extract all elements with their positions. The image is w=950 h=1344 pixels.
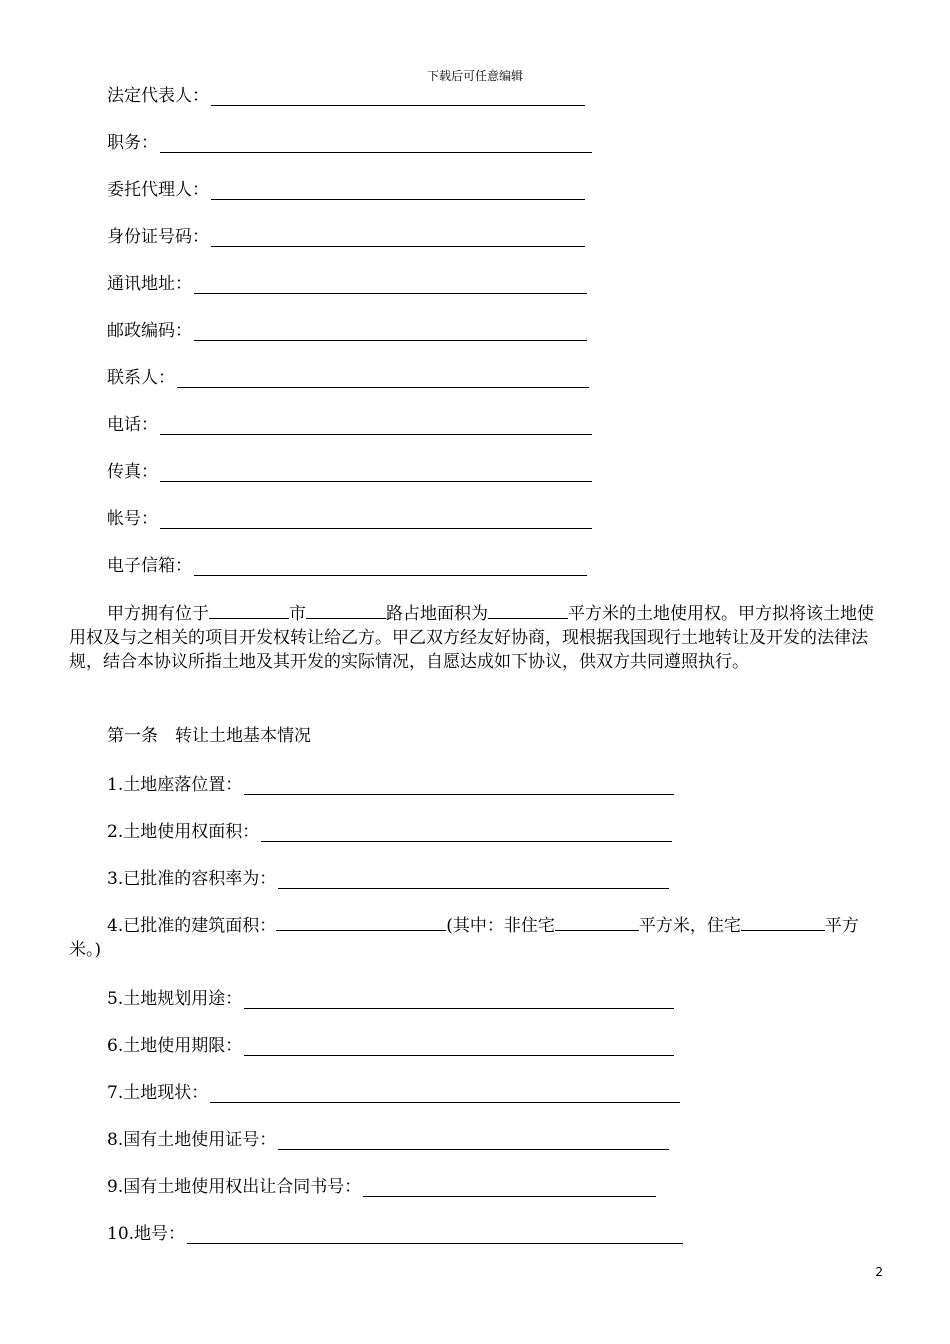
fill-line[interactable] [261,823,672,842]
field-fax [107,458,592,482]
fill-line[interactable] [160,134,592,153]
field-position [107,129,592,153]
field-email [107,552,587,576]
fill-line[interactable] [210,1084,680,1103]
field-certificate-number [107,1126,669,1150]
item4-text-c: 平方米，住宅 [638,916,741,936]
intro-text-4: 平方米的土地使用权。甲方拟将该土地使用权及与之相关的项目开发权转让给乙方。甲乙双方经友好协商，现根据我国现行土地转让及开发的法律法规，结合本协议所指土地及其开发的实际情况，自愿达成如下协议，供双方共同遵照执行。 [69,604,874,672]
field-label: 传真： [107,462,158,482]
fill-line[interactable] [211,181,585,200]
field-contract-number [107,1173,656,1197]
field-label: 身份证号码： [107,227,209,247]
field-label: 委托代理人： [107,180,209,200]
fill-line[interactable] [211,228,585,247]
field-parcel-number [107,1220,683,1244]
intro-paragraph [69,600,884,674]
field-authorized-agent [107,176,585,200]
fill-line[interactable] [160,510,592,529]
blank-city[interactable] [209,600,289,619]
field-label: 法定代表人： [107,86,209,106]
fill-line[interactable] [278,870,669,889]
intro-text-1: 甲方拥有位于 [107,604,209,624]
blank-road[interactable] [306,600,386,619]
article-1-heading: 第一条 转让土地基本情况 [107,726,311,746]
field-contact-person [107,364,589,388]
field-label: 邮政编码： [107,321,192,341]
field-id-number [107,223,585,247]
field-label: 10.地号： [107,1224,186,1244]
field-label: 5.土地规划用途： [107,989,243,1009]
field-land-area [107,818,672,842]
field-label: 8.国有土地使用证号： [107,1130,277,1150]
fill-line[interactable] [244,776,674,795]
item4-text-d: 平方米。) [69,916,859,960]
field-label: 9.国有土地使用权出让合同书号： [107,1177,362,1197]
blank-non-residential[interactable] [555,912,639,931]
field-use-term [107,1032,674,1056]
field-label: 帐号： [107,509,158,529]
fill-line[interactable] [244,990,674,1009]
field-label: 3.已批准的容积率为： [107,869,277,889]
blank-residential[interactable] [741,912,825,931]
field-label: 电话： [107,415,158,435]
item4-text-a: 4.已批准的建筑面积： [107,916,277,936]
field-label: 1.土地座落位置： [107,775,243,795]
field-label: 7.土地现状： [107,1083,209,1103]
field-address [107,270,587,294]
fill-line[interactable] [160,463,592,482]
field-label: 电子信箱： [107,556,192,576]
page-number: 2 [875,1265,883,1279]
field-label: 职务： [107,133,158,153]
fill-line[interactable] [244,1037,674,1056]
field-label: 6.土地使用期限： [107,1036,243,1056]
field-plot-ratio [107,865,669,889]
field-label: 联系人： [107,368,175,388]
field-legal-representative [107,82,585,106]
field-account [107,505,592,529]
fill-line[interactable] [160,416,592,435]
fill-line[interactable] [187,1225,683,1244]
blank-building-area[interactable] [276,912,446,931]
blank-area[interactable] [488,600,568,619]
page-header-note: 下载后可任意编辑 [426,69,523,83]
field-label: 通讯地址： [107,274,192,294]
field-label: 2.土地使用权面积： [107,822,260,842]
field-land-location [107,771,674,795]
intro-text-2: 市 [289,604,306,624]
field-postal-code [107,317,587,341]
field-telephone [107,411,592,435]
fill-line[interactable] [194,322,587,341]
fill-line[interactable] [177,369,589,388]
fill-line[interactable] [194,557,587,576]
intro-text-3: 路占地面积为 [386,604,488,624]
fill-line[interactable] [363,1178,656,1197]
fill-line[interactable] [211,87,585,106]
item-4-building-area [69,912,884,962]
fill-line[interactable] [278,1131,669,1150]
item4-text-b: (其中：非住宅 [446,916,555,936]
fill-line[interactable] [194,275,587,294]
field-planned-use [107,985,674,1009]
field-current-status [107,1079,680,1103]
